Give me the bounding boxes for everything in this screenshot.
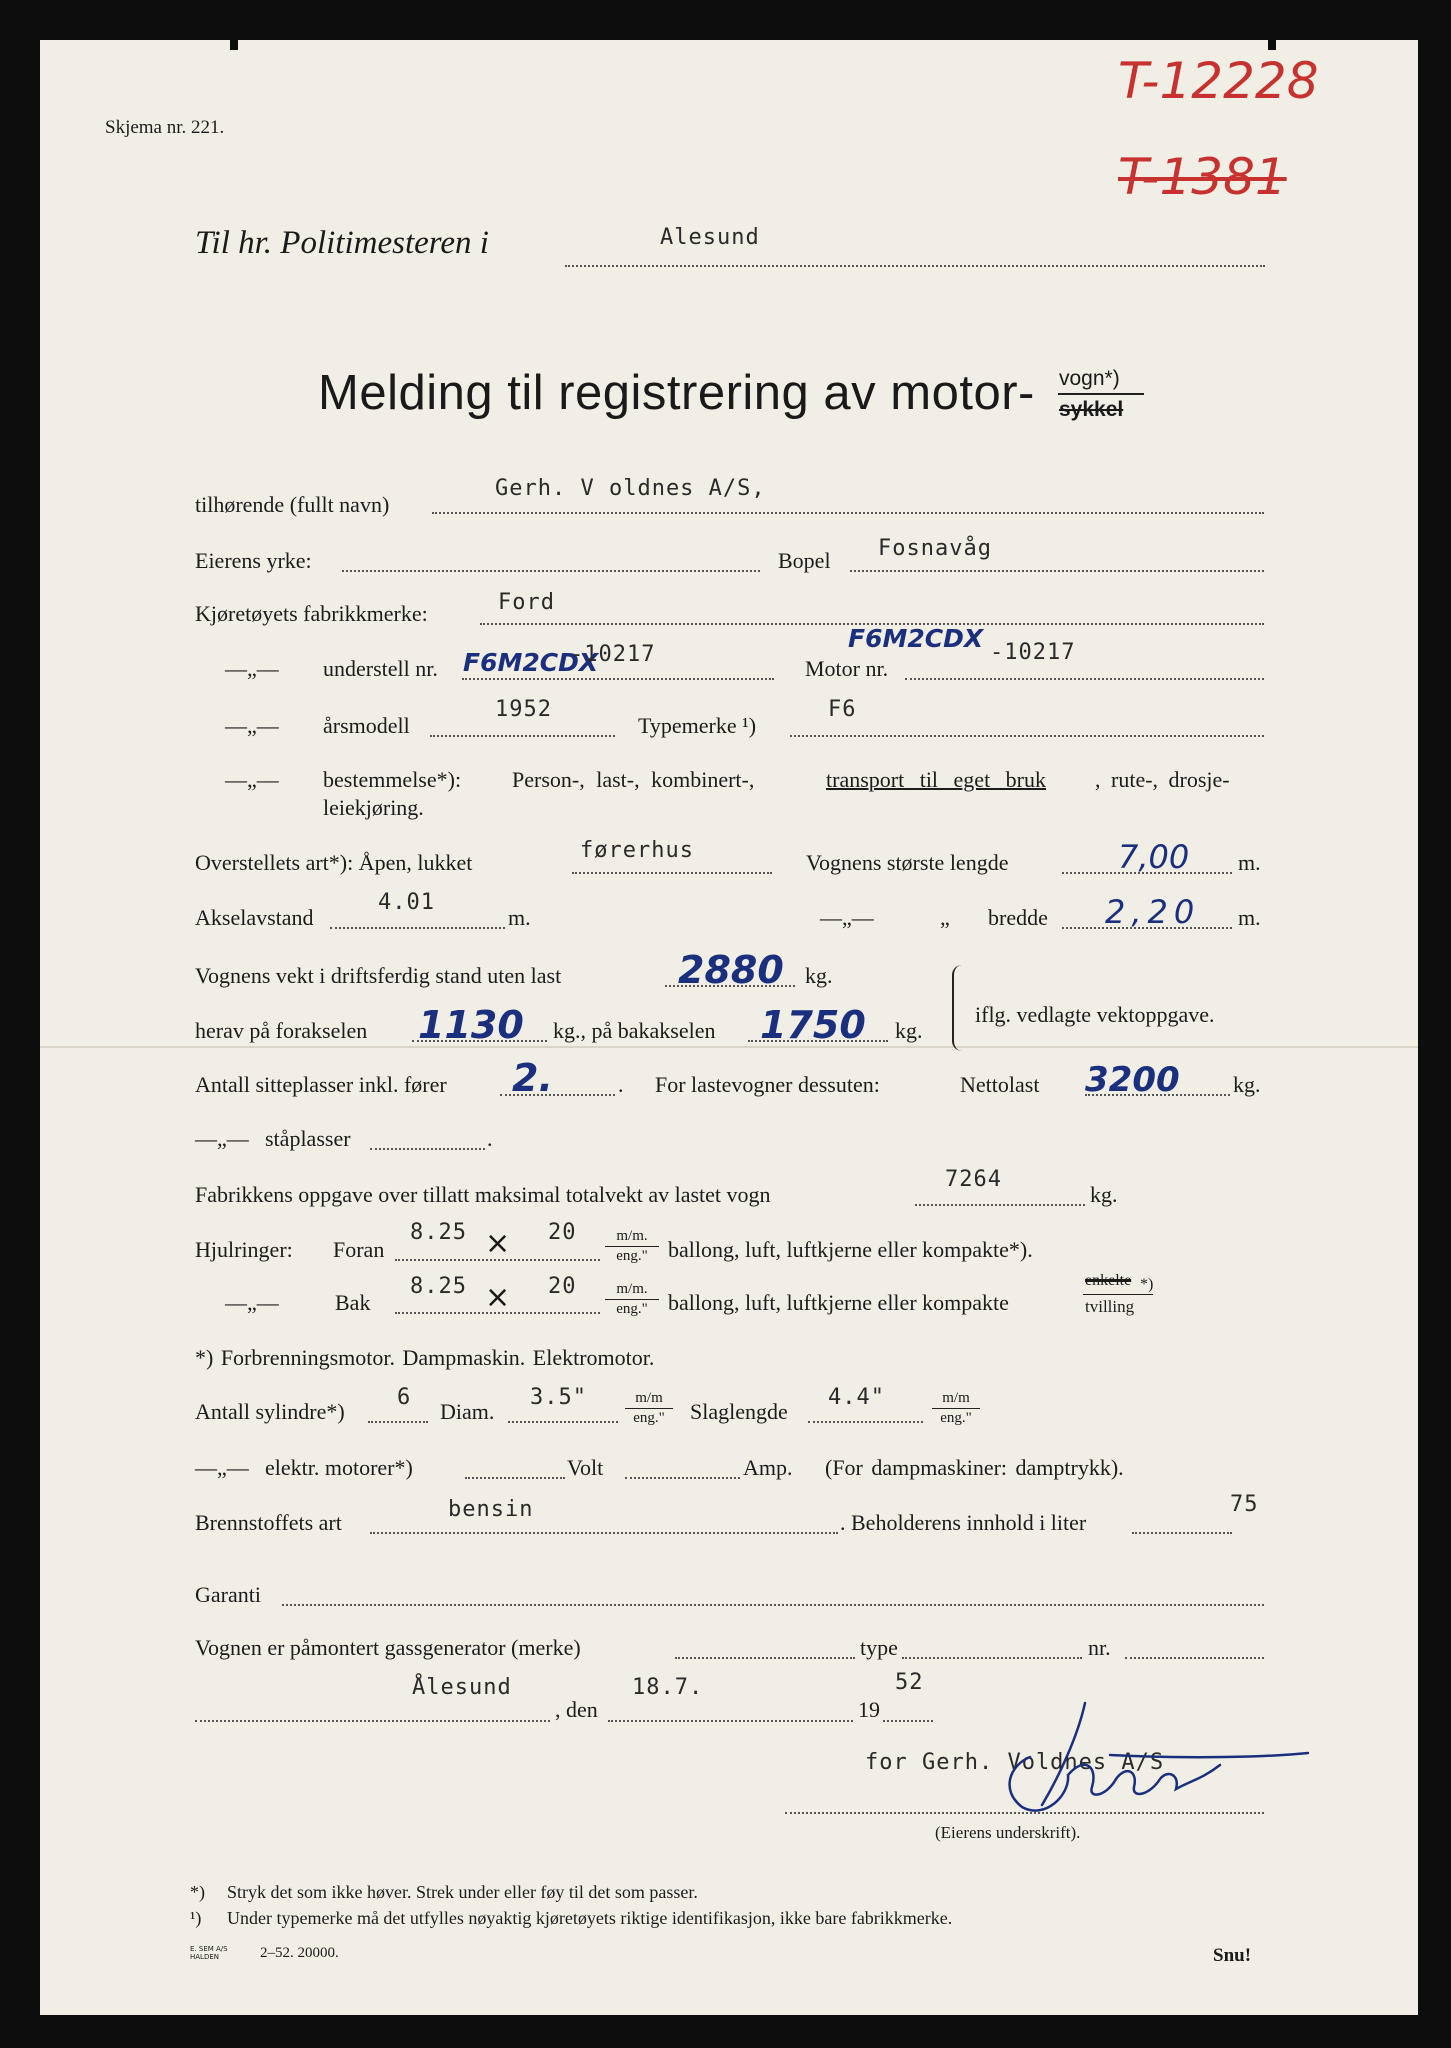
axle-label: Akselavstand [195, 905, 314, 930]
stroke-label: Slaglengde [690, 1399, 788, 1424]
max-weight-unit: kg. [1090, 1182, 1118, 1207]
max-weight-line [915, 1204, 1085, 1206]
title-option-divider [1058, 393, 1144, 395]
max-weight-label: Fabrikkens oppgave over tillatt maksimal totalvekt av lastet vogn [195, 1182, 771, 1207]
binder-mark-icon [230, 40, 238, 50]
make-value: Ford [498, 590, 555, 615]
gas-type-line [902, 1657, 1082, 1659]
footnote-star-marker: *) [190, 1882, 205, 1902]
ditto-year: —„— [225, 713, 279, 738]
ditto-width: —„— [820, 905, 874, 930]
residence-line [850, 570, 1264, 572]
turn-over-label: Snu! [1213, 1945, 1252, 1966]
seats-label: Antall sitteplasser inkl. fører [195, 1072, 447, 1097]
year-prefix: 19 [858, 1697, 880, 1722]
motor-typed: -10217 [990, 640, 1076, 665]
printer-code: 2–52. 20000. [260, 1945, 339, 1961]
wheels-front-label: Foran [333, 1237, 385, 1262]
front-axle-label: herav på forakselen [195, 1018, 368, 1043]
wheels-rear-label: Bak [335, 1290, 371, 1315]
wheels-rear-option-single: enkelte [1085, 1272, 1132, 1289]
gas-nr-line [1125, 1657, 1264, 1659]
weight-label: Vognens vekt i driftsferdig stand uten last [195, 963, 562, 988]
purpose-selected: transport til eget bruk [826, 767, 1047, 792]
width-value: 2,20 [1105, 893, 1201, 931]
diam-label: Diam. [440, 1399, 495, 1424]
ditto-wheels-rear: —„— [225, 1290, 279, 1315]
length-label: Vognens største lengde [806, 850, 1009, 875]
motor-line [905, 678, 1264, 680]
electric-label: elektr. motorer*) [265, 1455, 413, 1480]
stroke-unit: m/m eng." [932, 1389, 980, 1428]
standing-label: ståplasser [265, 1126, 351, 1151]
motor-handwritten: F6M2CDX [848, 624, 984, 653]
addressee-line [565, 265, 1265, 267]
signature-caption: (Eierens underskrift). [935, 1823, 1081, 1842]
seats-value: 2. [512, 1056, 553, 1100]
ditto-purpose: —„— [225, 767, 279, 792]
year-line [883, 1720, 933, 1722]
wheels-rear-text: ballong, luft, luftkjerne eller kompakte [668, 1290, 1009, 1315]
model-year-line [430, 735, 615, 737]
gas-type-label: type [860, 1635, 898, 1660]
wheels-rear-unit: m/m. eng." [605, 1280, 659, 1319]
body-value: førerhus [580, 838, 694, 863]
cargo-label: For lastevogner dessuten: [655, 1072, 880, 1097]
steam-label: (For dampmaskiner: damptrykk). [825, 1455, 1124, 1480]
owner-value: Gerh. V oldnes A/S, [495, 476, 766, 501]
wheels-label: Hjulringer: [195, 1237, 293, 1262]
occupation-label: Eierens yrke: [195, 548, 312, 573]
width-unit: m. [1238, 905, 1261, 930]
owner-line [432, 512, 1264, 514]
volt-label: Volt [567, 1455, 604, 1480]
occupation-line [342, 570, 760, 572]
wheels-front-unit: m/m. eng." [605, 1227, 659, 1266]
seats-period: . [618, 1072, 624, 1097]
addressee-value: Alesund [660, 225, 760, 250]
addressee-label: Til hr. Politimesteren i [195, 225, 489, 261]
gas-generator-line [675, 1657, 855, 1659]
diam-line [508, 1421, 618, 1423]
net-load-value: 3200 [1085, 1060, 1180, 1100]
rear-axle-label: kg., på bakakselen [553, 1018, 716, 1043]
width-quote: „ [940, 905, 950, 930]
residence-label: Bopel [778, 548, 831, 573]
date-den-label: , den [555, 1697, 598, 1722]
axle-value: 4.01 [378, 890, 435, 915]
motor-label: Motor nr. [805, 656, 889, 681]
fuel-line [370, 1532, 838, 1534]
axle-line [330, 927, 505, 929]
length-unit: m. [1238, 850, 1261, 875]
length-value: 7,00 [1118, 838, 1190, 876]
body-label: Overstellets art*): Åpen, lukket [195, 850, 473, 875]
owner-label: tilhørende (fullt navn) [195, 492, 390, 517]
net-load-label: Nettolast [960, 1072, 1040, 1097]
form-title: Melding til registrering av motor- [318, 366, 1035, 420]
volt-line [625, 1477, 740, 1479]
rear-axle-value: 1750 [760, 1003, 866, 1047]
fold-line [40, 1046, 1418, 1048]
wheels-rear-times: × [485, 1280, 511, 1315]
fuel-value: bensin [448, 1497, 534, 1522]
purpose-label: bestemmelse*): [323, 767, 462, 792]
tank-value: 75 [1230, 1492, 1259, 1517]
body-line [572, 872, 772, 874]
max-weight-value: 7264 [945, 1167, 1002, 1192]
motor-types: *) Forbrenningsmotor. Dampmaskin. Elektromotor. [195, 1345, 655, 1370]
width-label: bredde [988, 905, 1048, 930]
chassis-line [462, 678, 774, 680]
chassis-label: understell nr. [323, 656, 438, 681]
ditto-electric: —„— [195, 1455, 249, 1480]
wheels-rear-option-divider [1083, 1294, 1153, 1295]
axle-unit: m. [508, 905, 531, 930]
purpose-line2: leiekjøring. [323, 795, 424, 820]
form-number: Skjema nr. 221. [105, 117, 225, 138]
gas-generator-label: Vognen er påmontert gassgenerator (merke) [195, 1635, 581, 1660]
wheels-rear-dim: 20 [548, 1274, 577, 1299]
binder-mark-icon [1268, 40, 1276, 50]
standing-line [370, 1148, 485, 1150]
wheels-front-size: 8.25 [410, 1220, 467, 1245]
footnote-2: Under typemerke må det utfylles nøyaktig kjøretøyets riktige identifikasjon, ikke bare fabrikkmerke. [227, 1908, 953, 1928]
chassis-typed: -10217 [570, 642, 656, 667]
weight-brace [952, 965, 968, 1051]
title-option-vogn: vogn*) [1059, 367, 1120, 390]
electric-line [465, 1477, 565, 1479]
amp-label: Amp. [743, 1455, 793, 1480]
tank-label: . Beholderens innhold i liter [840, 1510, 1087, 1535]
cylinders-line [368, 1421, 428, 1423]
wheels-rear-option-twin: tvilling [1085, 1297, 1135, 1316]
date-value: 18.7. [632, 1675, 704, 1700]
wheels-front-dim: 20 [548, 1220, 577, 1245]
footnote-one-marker: ¹) [190, 1908, 202, 1928]
gas-nr-label: nr. [1088, 1635, 1111, 1660]
rear-axle-unit: kg. [895, 1018, 923, 1043]
date-line [608, 1720, 853, 1722]
cylinders-value: 6 [397, 1385, 412, 1410]
wheels-front-times: × [485, 1226, 511, 1261]
signature-line [785, 1812, 1264, 1814]
purpose-options-after: , rute-, drosje- [1095, 767, 1230, 792]
fuel-label: Brennstoffets art [195, 1510, 342, 1535]
purpose-options: Person-, last-, kombinert-, [512, 767, 755, 792]
diam-unit: m/m eng." [625, 1389, 673, 1428]
place-value: Ålesund [412, 1675, 512, 1700]
type-value: F6 [828, 697, 857, 722]
net-load-unit: kg. [1233, 1072, 1261, 1097]
guarantee-line [282, 1604, 1264, 1606]
tank-line [1132, 1532, 1232, 1534]
signature-typed: for Gerh. Voldnes A/S [865, 1750, 1165, 1775]
registration-mark-1: T-12228 [1118, 52, 1319, 110]
place-line [195, 1720, 550, 1722]
wheels-rear-option-close: *) [1140, 1276, 1154, 1293]
type-label: Typemerke ¹) [638, 713, 757, 738]
guarantee-label: Garanti [195, 1582, 261, 1607]
wheels-front-text: ballong, luft, luftkjerne eller kompakte*). [668, 1237, 1033, 1262]
year-value: 52 [895, 1670, 924, 1695]
weight-value: 2880 [678, 948, 784, 992]
model-year-label: årsmodell [323, 713, 410, 738]
stroke-value: 4.4" [828, 1385, 885, 1410]
make-label: Kjøretøyets fabrikkmerke: [195, 601, 428, 626]
registration-mark-2: T-1381 [1118, 148, 1287, 206]
stroke-line [808, 1421, 923, 1423]
weight-note: iflg. vedlagte vektoppgave. [975, 1002, 1215, 1027]
printer-name: E. SEM A/S HALDEN [190, 1945, 228, 1961]
chassis-handwritten: F6M2CDX [463, 648, 599, 677]
weight-unit: kg. [805, 963, 833, 988]
wheels-rear-size: 8.25 [410, 1274, 467, 1299]
footnote-1: Stryk det som ikke høver. Strek under eller føy til det som passer. [227, 1882, 698, 1902]
residence-value: Fosnavåg [878, 536, 992, 561]
cylinders-label: Antall sylindre*) [195, 1399, 345, 1424]
type-line [790, 735, 1264, 737]
ditto-standing: —„— [195, 1126, 249, 1151]
title-option-sykkel: sykkel [1059, 398, 1124, 421]
model-year-value: 1952 [495, 697, 552, 722]
front-axle-value: 1130 [418, 1003, 524, 1047]
diam-value: 3.5" [530, 1385, 587, 1410]
standing-period: . [487, 1126, 493, 1151]
handwritten-signature-icon [990, 1695, 1320, 1825]
ditto-chassis: —„— [225, 656, 279, 681]
